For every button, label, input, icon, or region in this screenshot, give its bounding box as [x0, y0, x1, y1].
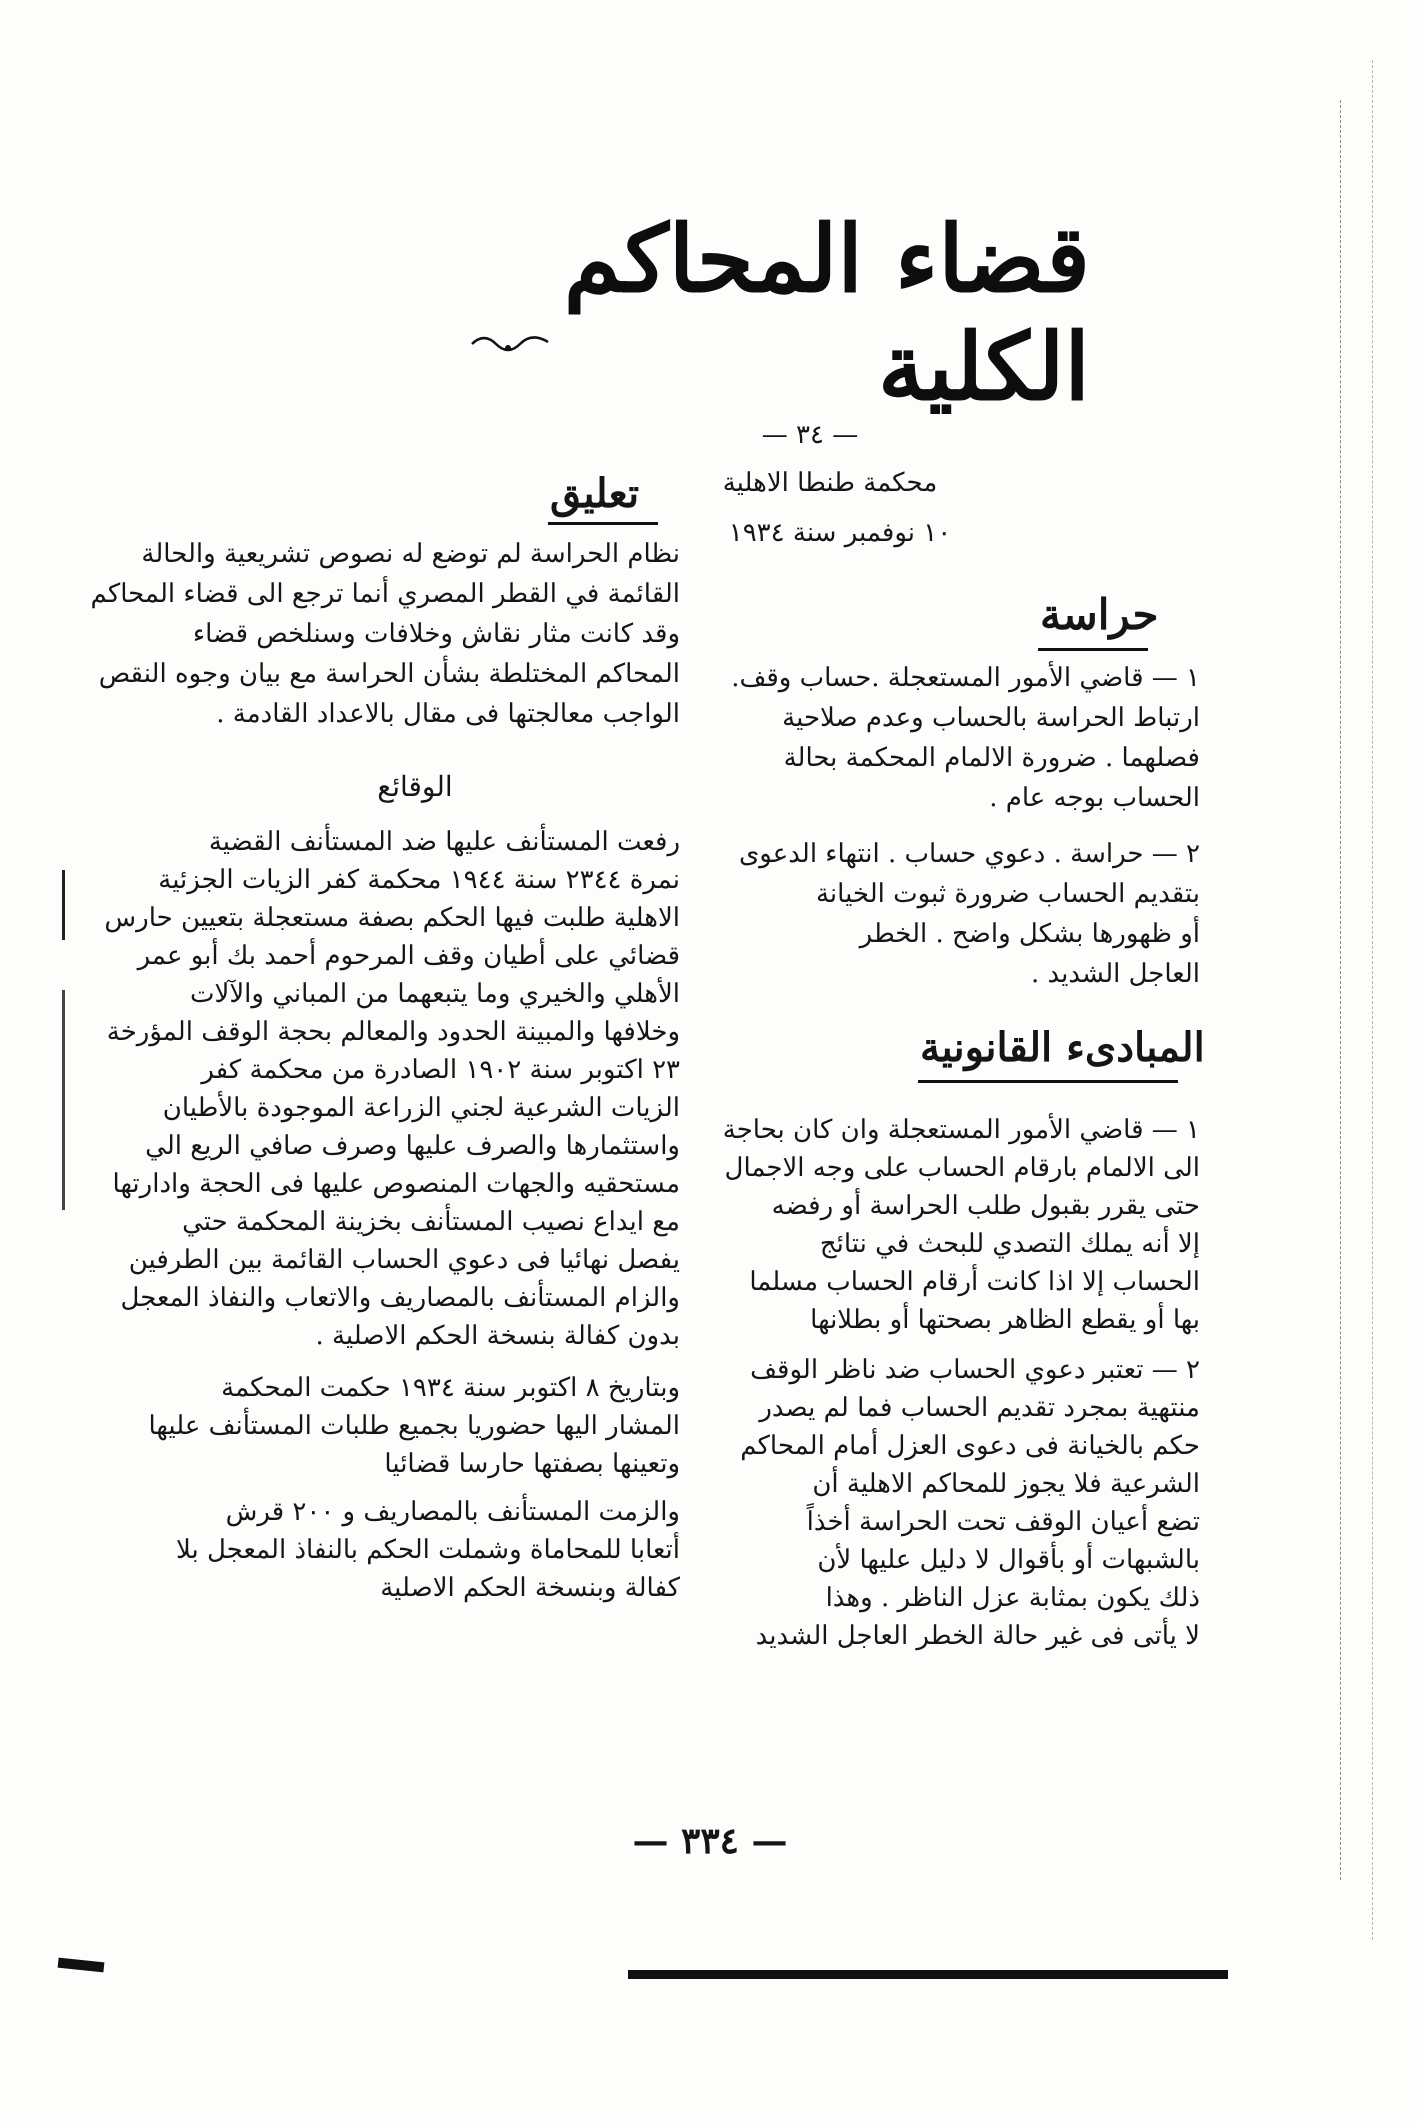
masthead-title: قضاء المحاكم الكلية [563, 205, 1090, 421]
court-name: محكمة طنطا الاهلية [722, 468, 938, 498]
summary-line: العاجل الشديد . [1030, 959, 1200, 989]
summary-line: الحساب بوجه عام . [989, 783, 1200, 813]
facts-line: واستثمارها والصرف عليها وصرف صافي الريع الي [145, 1131, 680, 1161]
summary-line: ١ — قاضي الأمور المستعجلة .حساب وقف. [731, 663, 1200, 693]
heading-underline [918, 1080, 1178, 1083]
facts-line: مستحقيه والجهات المنصوص عليها فى الحجة وادارتها [112, 1169, 680, 1199]
principle-line: لا يأتى فى غير حالة الخطر العاجل الشديد [755, 1621, 1200, 1651]
summary-line: ارتباط الحراسة بالحساب وعدم صلاحية [782, 703, 1200, 733]
principle-line: ١ — قاضي الأمور المستعجلة وان كان بحاجة [722, 1115, 1200, 1145]
principle-line: الى الالمام بارقام الحساب على وجه الاجمال [724, 1153, 1200, 1183]
principle-line: ٢ — تعتبر دعوي الحساب ضد ناظر الوقف [750, 1355, 1200, 1385]
judgment-line: المشار اليها حضوريا بجميع طلبات المستأنف عليها [148, 1411, 680, 1441]
heading-underline [548, 522, 658, 525]
principle-line: منتهية بمجرد تقديم الحساب فما لم يصدر [759, 1393, 1200, 1423]
facts-line: الزيات الشرعية لجني الزراعة الموجودة بالأطيان [162, 1093, 680, 1123]
facts-line: الاهلية طلبت فيها الحكم بصفة مستعجلة بتعيين حارس [104, 903, 680, 933]
summary-line: بتقديم الحساب ضرورة ثبوت الخيانة [815, 879, 1200, 909]
principle-line: بها أو يقطع الظاهر بصحتها أو بطلانها [810, 1305, 1200, 1335]
facts-line: يفصل نهائيا فى دعوي الحساب القائمة بين الطرفين [128, 1245, 680, 1275]
bottom-rule [628, 1970, 1228, 1979]
intro-line: الواجب معالجتها فى مقال بالاعداد القادمة . [216, 699, 680, 729]
principle-line: حتى يقرر بقبول طلب الحراسة أو رفضه [771, 1191, 1200, 1221]
intro-line: وقد كانت مثار نقاش وخلافات وسنلخص قضاء [192, 619, 680, 649]
intro-line: القائمة في القطر المصري أنما ترجع الى قضاء المحاكم [90, 579, 680, 609]
facts-line: نمرة ٢٣٤٤ سنة ١٩٤٤ محكمة كفر الزيات الجزئية [158, 865, 680, 895]
facts-heading: الوقائع [377, 770, 453, 803]
facts-line: وخلافها والمبينة الحدود والمعالم بحجة الوقف المؤرخة [106, 1017, 680, 1047]
section-heading-guardianship: حراسة [1040, 590, 1159, 639]
facts-line: بدون كفالة بنسخة الحكم الاصلية . [315, 1321, 680, 1351]
principle-line: حكم بالخيانة فى دعوى العزل أمام المحاكم [740, 1431, 1200, 1461]
facts-line: الأهلي والخيري وما يتبعهما من المباني والآلات [190, 979, 680, 1009]
ornament-icon [470, 330, 550, 356]
principle-line: تضع أعيان الوقف تحت الحراسة أخذاً [806, 1507, 1200, 1537]
summary-line: فصلهما . ضرورة الالمام المحكمة بحالة [783, 743, 1200, 773]
scan-edge-mark [62, 990, 65, 1210]
costs-line: أتعابا للمحاماة وشملت الحكم بالنفاذ المعجل بلا [175, 1535, 680, 1565]
principle-line: ذلك يكون بمثابة عزل الناظر . وهذا [825, 1583, 1200, 1613]
judgment-line: وبتاريخ ٨ اكتوبر سنة ١٩٣٤ حكمت المحكمة [221, 1373, 680, 1403]
scan-corner-mark [58, 1958, 105, 1973]
section-heading-commentary: تعليق [550, 470, 640, 517]
intro-line: المحاكم المختلطة بشأن الحراسة مع بيان وجوه النقص [98, 659, 680, 689]
summary-line: ٢ — حراسة . دعوي حساب . انتهاء الدعوى [738, 839, 1200, 869]
intro-line: نظام الحراسة لم توضع له نصوص تشريعية والحالة [141, 539, 680, 569]
principle-line: بالشبهات أو بأقوال لا دليل عليها لأن [817, 1545, 1200, 1575]
judgment-line: وتعينها بصفتها حارسا قضائيا [384, 1449, 680, 1479]
left-column [90, 470, 680, 1840]
costs-line: كفالة وبنسخة الحكم الاصلية [380, 1573, 680, 1603]
facts-line: ٢٣ اكتوبر سنة ١٩٠٢ الصادرة من محكمة كفر [201, 1055, 680, 1085]
facts-line: رفعت المستأنف عليها ضد المستأنف القضية [208, 827, 680, 857]
principle-line: الشرعية فلا يجوز للمحاكم الاهلية أن [812, 1469, 1200, 1499]
principle-line: الحساب إلا اذا كانت أرقام الحساب مسلما [749, 1267, 1200, 1297]
page-number: — ٣٣٤ — [632, 1820, 788, 1862]
costs-line: والزمت المستأنف بالمصاريف و ٢٠٠ قرش [225, 1497, 680, 1527]
judgment-date: ١٠ نوفمبر سنة ١٩٣٤ [728, 518, 952, 548]
principle-line: إلا أنه يملك التصدي للبحث في نتائج [819, 1229, 1200, 1259]
right-column [720, 420, 1205, 1840]
scan-edge-mark [62, 870, 65, 940]
heading-underline [1038, 648, 1148, 651]
section-heading-principles: المبادىء القانونية [920, 1024, 1205, 1071]
scan-edge-line [1340, 100, 1341, 1880]
case-number: — ٣٤ — [761, 420, 859, 450]
facts-line: مع ايداع نصيب المستأنف بخزينة المحكمة حتي [182, 1207, 680, 1237]
scan-edge-line [1372, 60, 1373, 1940]
summary-line: أو ظهورها بشكل واضح . الخطر [859, 919, 1200, 949]
facts-line: والزام المستأنف بالمصاريف والاتعاب والنفاذ المعجل [120, 1283, 680, 1313]
facts-line: قضائي على أطيان وقف المرحوم أحمد بك أبو عمر [137, 941, 680, 971]
